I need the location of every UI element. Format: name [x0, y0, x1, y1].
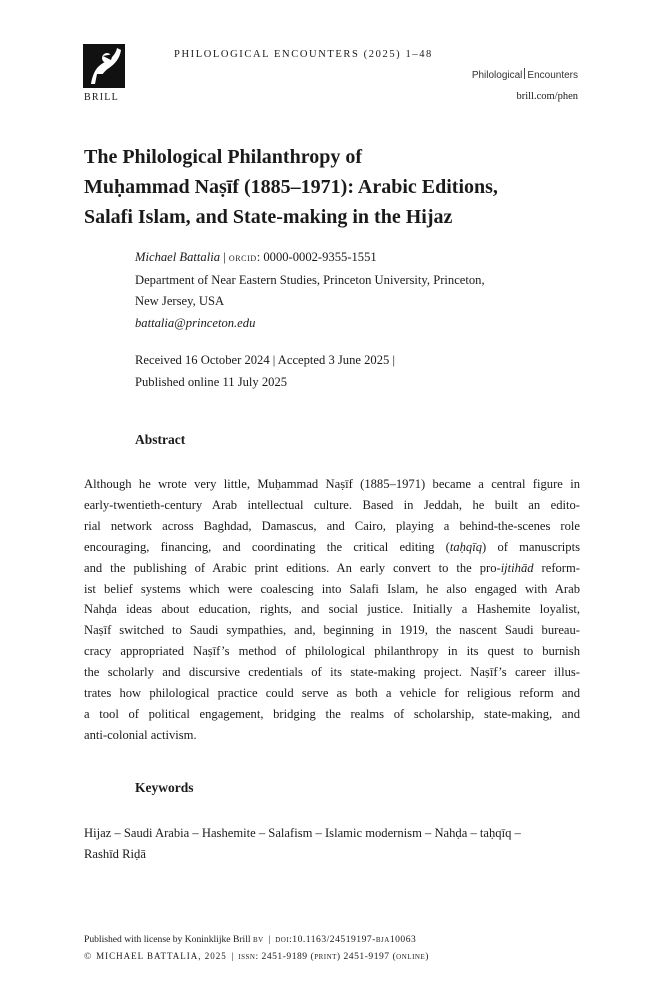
abstract-line-part: and the publishing of Arabic print editions. An early convert to the pro- — [84, 560, 501, 575]
publication-dates — [135, 350, 565, 393]
abstract-line — [84, 558, 580, 579]
abstract-line: ist belief systems which were coalescing into Salafi Islam, he also engaged with Arab — [84, 581, 580, 596]
author-email[interactable]: battalia@princeton.edu — [135, 315, 256, 330]
abstract-line: anti-colonial activism. — [84, 727, 197, 742]
keywords-heading: Keywords — [135, 780, 194, 795]
title-line-2: Muḥammad Naṣīf (1885–1971): Arabic Editions, — [84, 176, 498, 198]
dates-line-2: Published online 11 July 2025 — [135, 374, 288, 389]
footer-separator: | — [268, 934, 271, 945]
brill-logo-icon — [83, 44, 125, 88]
affiliation-line-2: New Jersey, USA — [135, 294, 225, 308]
abstract-line: trates how philological practice could serve as both a vehicle for religious reform and — [84, 686, 580, 701]
journal-name-left: Philological — [471, 70, 523, 81]
footer-line-1 — [84, 932, 580, 948]
abstract-line: a tool of political engagement, bridging the realms of scholarship, state-making, and — [84, 706, 580, 721]
footer — [84, 932, 580, 965]
keywords-list — [84, 823, 580, 865]
abstract-line: the scholarly and discursive credentials of its state-making project. Naṣīf’s career illus- — [84, 665, 580, 680]
abstract-line: Nahḍa ideas about education, rights, and social justice. Initially a Hashemite loyalist, — [84, 602, 580, 617]
close-paren: ) — [482, 539, 487, 554]
abstract-line: rial network across Baghdad, Damascus, and Cairo, playing a behind-the-scenes role — [84, 518, 580, 533]
author-line: Michael Battalia | orcid: 0000-0002-9355-1551 — [135, 250, 377, 264]
affiliation-line-1: Department of Near Eastern Studies, Princeton University, Princeton, — [135, 272, 485, 287]
keywords-line-1: Hijaz – Saudi Arabia – Hashemite – Salafism – Islamic modernism – Nahḍa – taḥqīq – — [84, 826, 521, 840]
footer-line-2: © MICHAEL BATTALIA, 2025 | issn: 2451-9189 (print) 2451-9197 (online) — [84, 951, 429, 962]
tahqiq-term: taḥqīq — [449, 539, 483, 554]
abstract-line-part: of manuscripts — [497, 539, 580, 554]
running-head: PHILOLOGICAL ENCOUNTERS (2025) 1–48 — [174, 49, 433, 60]
abstract-line: Naṣīf switched to Saudi sympathies, and, beginning in 1919, the nascent Saudi bureau- — [84, 623, 580, 638]
ijtihad-term: ijtihād — [500, 560, 534, 575]
article-title — [84, 142, 584, 232]
abstract-body — [84, 474, 580, 746]
journal-name — [472, 68, 578, 81]
abstract-line-part: encouraging, financing, and coordinating the critical editing ( — [84, 539, 450, 554]
doi[interactable]: doi:10.1163/24519197-bja10063 — [275, 934, 417, 945]
abstract-heading: Abstract — [135, 432, 186, 447]
license-text: Published with license by Koninklijke Brill — [84, 934, 251, 945]
author-block — [135, 247, 565, 334]
abstract-line-part: reform- — [541, 560, 580, 575]
copyright-holder: MICHAEL BATTALIA, 2025 — [96, 951, 227, 961]
title-line-3: Salafi Islam, and State-making in the Hijaz — [84, 206, 453, 228]
author-name: Michael Battalia — [135, 250, 220, 264]
orcid-label: orcid — [228, 252, 257, 264]
journal-url[interactable]: brill.com/phen — [516, 91, 578, 102]
title-line-1: The Philological Philanthropy of — [84, 146, 362, 168]
journal-name-divider — [524, 68, 525, 79]
abstract-line: cracy appropriated Naṣīf’s method of philological philanthropy in its quest to burnish — [84, 644, 580, 659]
keywords-line-2: Rashīd Riḍā — [84, 846, 146, 861]
dates-line-1: Received 16 October 2024 | Accepted 3 June 2025 | — [135, 353, 395, 367]
license-bv: bv — [252, 934, 264, 945]
issn: issn: 2451-9189 (print) 2451-9197 (online) — [238, 951, 429, 962]
copyright-symbol: © — [84, 951, 92, 962]
abstract-line: early-twentieth-century Arab intellectual culture. Based in Jeddah, he built an edito- — [84, 497, 580, 512]
journal-name-right: Encounters — [527, 70, 578, 81]
abstract-line — [84, 537, 580, 558]
abstract-line: Although he wrote very little, Muḥammad Naṣīf (1885–1971) became a central figure in — [84, 477, 580, 491]
publisher-label: BRILL — [84, 92, 119, 103]
orcid-value[interactable]: : 0000-0002-9355-1551 — [256, 250, 377, 264]
